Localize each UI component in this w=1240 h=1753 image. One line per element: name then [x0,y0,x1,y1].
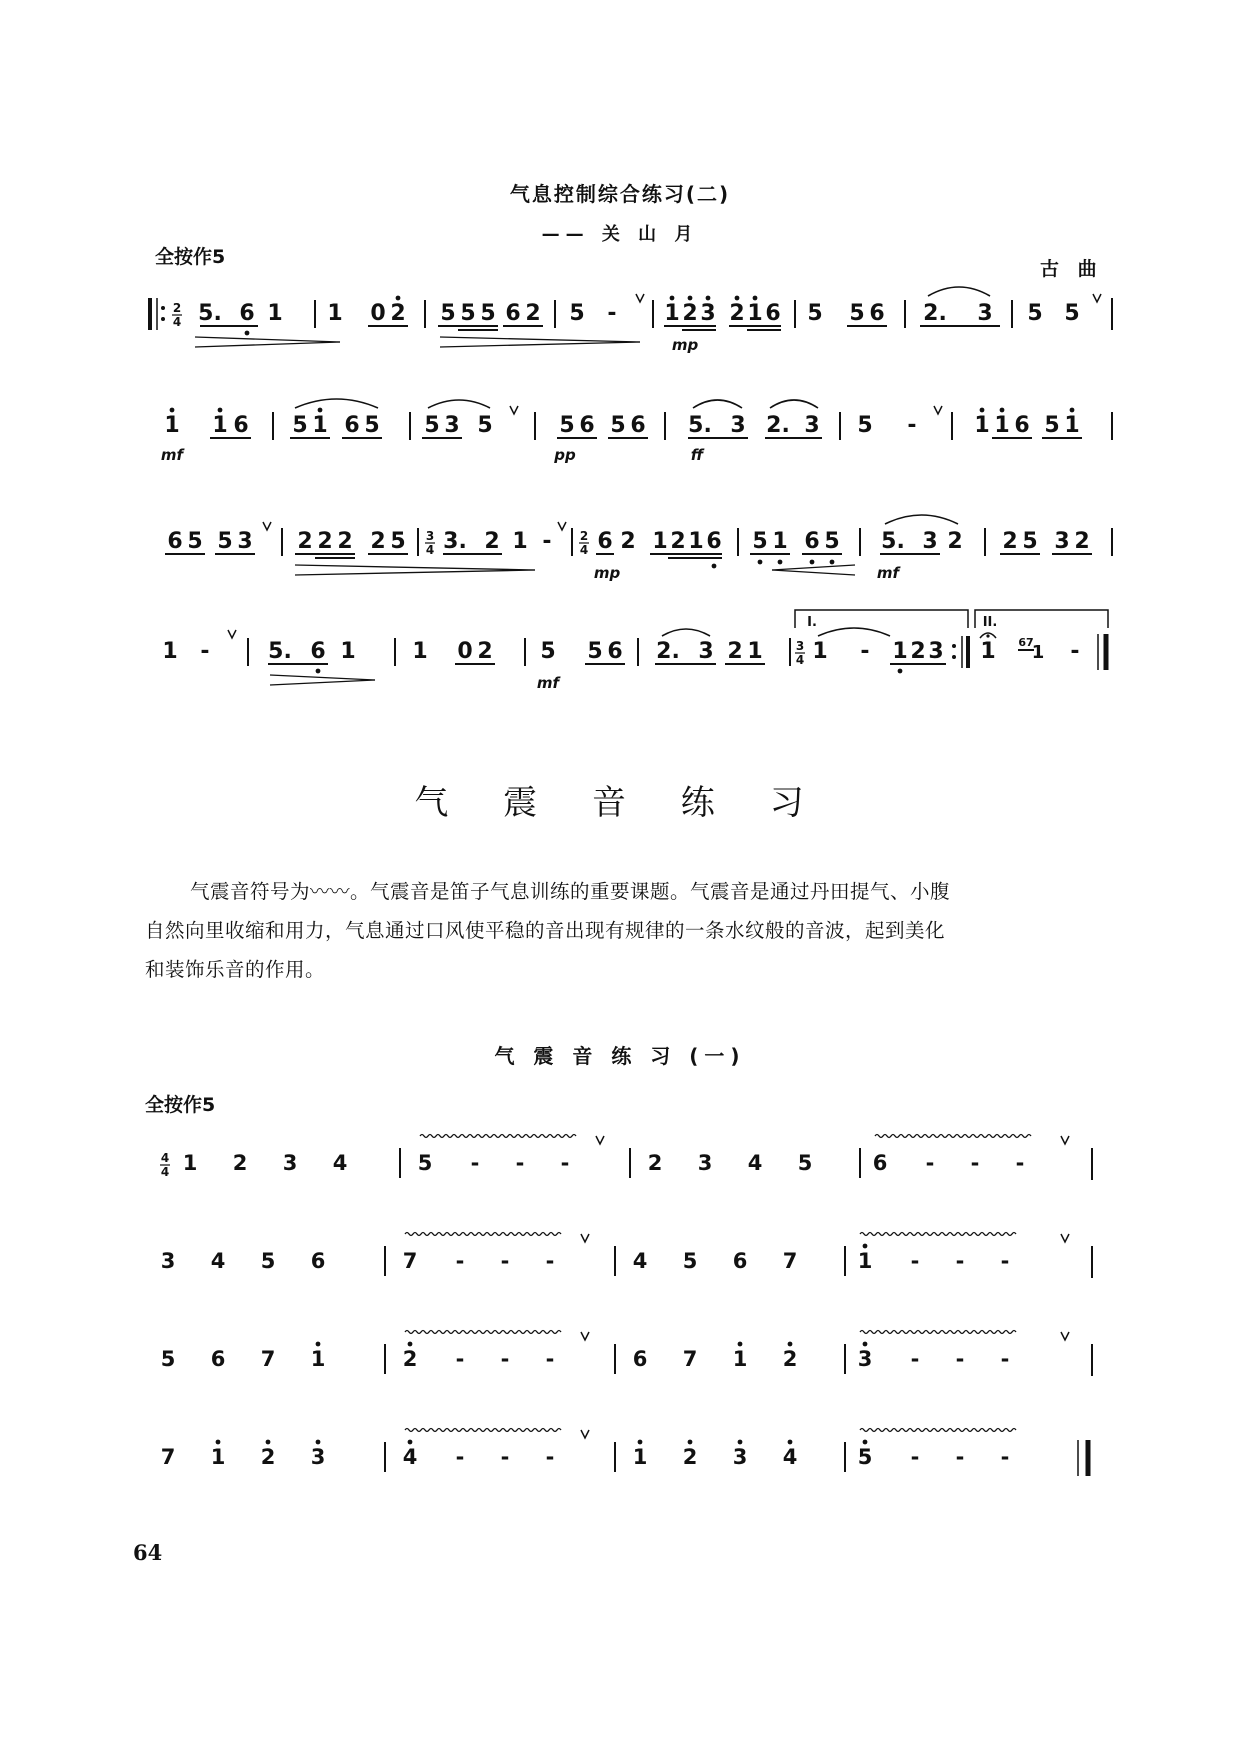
note: 7 [260,1347,276,1371]
note: 5 [569,301,585,326]
note: 6 [310,639,326,664]
note: 3 [310,1445,326,1469]
time-signature: 4 [579,543,589,557]
piece1-title: 气息控制综合练习(二) [509,182,731,206]
decrescendo [440,342,640,347]
time-signature: 4 [160,1165,170,1179]
note: - [607,301,617,326]
breath-mark [228,630,236,638]
octave-dot-low [778,560,783,565]
note: 3 [732,1445,748,1469]
paragraph-line-2: 自然向里收缩和用力，气息通过口风使平稳的音出现有规律的一条水纹般的音波，起到美化 [145,919,946,942]
note: 5 [1022,529,1038,554]
note: 2 [682,301,698,326]
octave-dot-high [266,1440,271,1445]
vibrato-wave [405,1233,561,1236]
note: 3 [237,529,253,554]
note: 1 [310,1347,326,1371]
note: 5 [187,529,203,554]
page-number: 64 [133,1540,163,1565]
note: 2 [1002,529,1018,554]
octave-dot-high [738,1440,743,1445]
note: 6 [732,1249,748,1273]
note: 6 [233,413,249,438]
note: 6 [630,413,646,438]
note: 5. [268,639,292,664]
note: - [910,1347,920,1371]
note: 2 [727,639,743,664]
note: 1 [747,639,763,664]
note: 5 [849,301,865,326]
breath-mark [581,1332,589,1340]
piece1-fingering: 全按作5 [155,246,226,268]
dynamic-mark: ff [690,446,704,464]
octave-dot-high [408,1440,413,1445]
note: 6 [607,639,623,664]
note: - [545,1445,555,1469]
breath-mark [934,406,942,414]
dynamic-mark: pp [554,446,576,464]
note: 1 [747,301,763,326]
octave-dot-high [753,296,758,301]
note: - [515,1151,525,1175]
note: - [455,1445,465,1469]
note: 1 [327,301,343,326]
piece1-origin: 古 曲 [1040,258,1103,280]
note: - [545,1249,555,1273]
note: 2 [947,529,963,554]
note: 5 [540,639,556,664]
time-signature: 3 [795,639,805,653]
note: 7 [160,1445,176,1469]
breath-mark [510,406,518,414]
note: 1 [994,413,1010,438]
note: 3 [700,301,716,326]
note: 6 [804,529,820,554]
vibrato-wave [860,1429,1016,1432]
note: 3 [160,1249,176,1273]
note: 1 [512,529,528,554]
note: - [545,1347,555,1371]
note: 2. [923,301,947,326]
note: 6 [632,1347,648,1371]
volta-label-2: II. [982,615,998,630]
note: 3 [698,639,714,664]
slur [295,399,378,408]
decrescendo [195,337,340,342]
note: 2. [656,639,680,664]
note: 1 [732,1347,748,1371]
note: 5 [417,1151,433,1175]
breath-mark [558,522,566,530]
note: 6 [706,529,722,554]
note: 2 [337,529,353,554]
decrescendo [295,570,535,575]
breath-mark [1093,294,1101,302]
dynamic-mark: mp [593,564,621,582]
note: 6 [872,1151,888,1175]
time-signature: 2 [579,529,589,543]
octave-dot-high [1070,408,1075,413]
note: 2 [729,301,745,326]
octave-dot-low [758,560,763,565]
slur [693,400,742,408]
slur [770,400,818,408]
note: 5 [824,529,840,554]
note: 2 [647,1151,663,1175]
decrescendo [440,337,640,342]
note: 1 [980,639,996,664]
note: 5 [440,301,456,326]
note: 2 [477,639,493,664]
note: 1 [1031,642,1045,663]
note: 2 [682,1445,698,1469]
note: 3. [443,529,467,554]
paragraph-line-3: 和装饰乐音的作用。 [145,958,326,981]
note: 1 [652,529,668,554]
octave-dot-high [318,408,323,413]
note: 5. [881,529,905,554]
note: 2 [525,301,541,326]
note: 6 [579,413,595,438]
note: 5. [688,413,712,438]
time-signature: 3 [425,529,435,543]
octave-dot-high [735,296,740,301]
note: 5 [260,1249,276,1273]
slur [928,287,990,296]
repeat-dot [161,306,165,310]
time-signature: 2 [172,301,182,315]
octave-dot-high [316,1440,321,1445]
note: 2 [370,529,386,554]
paragraph-line-1: 气震音符号为〰〰。气震音是笛子气息训练的重要课题。气震音是通过丹田提气、小腹 [190,880,951,903]
volta-bracket-1 [795,610,968,628]
decrescendo [295,565,535,570]
note: 1 [688,529,704,554]
note: 4 [782,1445,798,1469]
note: 5 [460,301,476,326]
slur [428,400,490,408]
note: - [910,1445,920,1469]
vibrato-wave [420,1135,576,1138]
octave-dot-high [706,296,711,301]
note: 5 [857,413,873,438]
note: 5 [1064,301,1080,326]
time-signature: 4 [425,543,435,557]
note: 5 [364,413,380,438]
repeat-dot [952,655,956,659]
note: - [455,1249,465,1273]
breath-mark [596,1136,604,1144]
octave-dot-high [396,296,401,301]
time-signature: 4 [172,315,182,329]
note: 1 [1064,413,1080,438]
breath-mark [636,294,644,302]
note: - [907,413,917,438]
note: 3 [922,529,938,554]
note: 6 [344,413,360,438]
vibrato-wave [875,1135,1031,1138]
note: 3 [1054,529,1070,554]
note: 4 [402,1445,418,1469]
note: - [542,529,552,554]
octave-dot-high [863,1244,868,1249]
breath-mark [581,1234,589,1242]
note: 1 [857,1249,873,1273]
note: 4 [747,1151,763,1175]
crescendo [772,565,855,570]
note: - [560,1151,570,1175]
piece2-title: 气 震 音 练 习 (一) [494,1044,746,1068]
octave-dot-low [830,560,835,565]
repeat-dot [952,644,956,648]
vibrato-wave [405,1331,561,1334]
octave-dot-high [1000,408,1005,413]
note: 2. [766,413,790,438]
note: 1 [312,413,328,438]
octave-dot-high [688,296,693,301]
time-signature: 4 [160,1151,170,1165]
decrescendo [270,680,375,685]
note: - [500,1445,510,1469]
note: 1 [892,639,908,664]
note: 3 [977,301,993,326]
note: 5 [1027,301,1043,326]
note: 2 [782,1347,798,1371]
octave-dot-high [863,1440,868,1445]
note: 5 [587,639,603,664]
vibrato-wave [405,1429,561,1432]
crescendo [772,570,855,575]
note: 6 [239,301,255,326]
note: 1 [182,1151,198,1175]
grace-notes: 67 [1018,636,1034,649]
note: - [1000,1445,1010,1469]
octave-dot-high [170,408,175,413]
note: 6 [505,301,521,326]
breath-mark [263,522,271,530]
note: 1 [340,639,356,664]
note: 7 [402,1249,418,1273]
note: 4 [632,1249,648,1273]
note: 2 [297,529,313,554]
note: - [500,1347,510,1371]
note: 3 [444,413,460,438]
section-paragraph [145,872,1135,989]
decrescendo [270,675,375,680]
octave-dot-low [810,560,815,565]
note: 5 [217,529,233,554]
breath-mark [1061,1332,1069,1340]
note: 2 [1074,529,1090,554]
note: 3 [857,1347,873,1371]
dynamic-mark: mf [536,674,560,692]
vibrato-wave [860,1233,1016,1236]
note: 5 [807,301,823,326]
octave-dot-high [638,1440,643,1445]
slur [818,628,890,636]
octave-dot-high [788,1342,793,1347]
note: 1 [164,413,180,438]
note: 1 [812,639,828,664]
note: - [470,1151,480,1175]
breath-mark [1061,1234,1069,1242]
time-signature: 4 [795,653,805,667]
slur [662,629,710,636]
note: 1 [974,413,990,438]
note: 7 [682,1347,698,1371]
note: 6 [597,529,613,554]
note: 6 [765,301,781,326]
decrescendo [195,342,340,347]
note: 1 [162,639,178,664]
note: 0 [457,639,473,664]
note: 1 [772,529,788,554]
note: 3 [804,413,820,438]
octave-dot-high [216,1440,221,1445]
note: 0 [370,301,386,326]
note: - [955,1445,965,1469]
note: 1 [412,639,428,664]
note: - [1070,639,1080,664]
note: 5 [292,413,308,438]
piece2-fingering: 全按作5 [145,1094,216,1116]
dynamic-mark: mp [671,336,699,354]
octave-dot-low [712,564,717,569]
octave-dot-low [316,669,321,674]
note: - [455,1347,465,1371]
note: 6 [869,301,885,326]
note: - [500,1249,510,1273]
note: 2 [390,301,406,326]
note: - [910,1249,920,1273]
note: 5. [198,301,222,326]
octave-dot-high [738,1342,743,1347]
fermata-dot [986,634,989,637]
note: - [200,639,210,664]
note: 2 [260,1445,276,1469]
note: - [925,1151,935,1175]
score-1 [0,280,1240,710]
note: 5 [682,1249,698,1273]
repeat-dot [161,317,165,321]
breath-mark [581,1430,589,1438]
dynamic-mark: mf [876,564,900,582]
breath-mark [1061,1136,1069,1144]
note: 1 [212,413,228,438]
note: 5 [610,413,626,438]
note: - [1015,1151,1025,1175]
note: 5 [559,413,575,438]
score-2 [0,1120,1240,1540]
note: 5 [477,413,493,438]
note: 3 [282,1151,298,1175]
note: - [860,639,870,664]
dynamic-mark: mf [160,446,184,464]
note: 2 [910,639,926,664]
octave-dot-high [316,1342,321,1347]
octave-dot-high [863,1342,868,1347]
note: 4 [332,1151,348,1175]
note: 6 [310,1249,326,1273]
note: 4 [210,1249,226,1273]
note: - [955,1249,965,1273]
note: 2 [402,1347,418,1371]
note: 5 [1044,413,1060,438]
note: 6 [1014,413,1030,438]
section-title: 气 震 音 练 习 [414,783,826,823]
note: 1 [632,1445,648,1469]
note: 5 [752,529,768,554]
note: - [1000,1249,1010,1273]
slur [885,515,958,524]
note: 2 [232,1151,248,1175]
note: 5 [424,413,440,438]
note: 1 [210,1445,226,1469]
note: 6 [210,1347,226,1371]
note: 1 [267,301,283,326]
note: 2 [484,529,500,554]
note: 7 [782,1249,798,1273]
octave-dot-high [218,408,223,413]
note: 5 [857,1445,873,1469]
vibrato-wave [860,1331,1016,1334]
octave-dot-low [245,331,250,336]
note: 5 [797,1151,813,1175]
piece1-subtitle: —— 关 山 月 [541,224,699,245]
octave-dot-high [980,408,985,413]
note: - [1000,1347,1010,1371]
note: - [955,1347,965,1371]
note: 5 [390,529,406,554]
volta-label-1: I. [807,615,817,630]
note: 5 [480,301,496,326]
octave-dot-high [670,296,675,301]
note: 3 [697,1151,713,1175]
octave-dot-high [788,1440,793,1445]
octave-dot-high [688,1440,693,1445]
note: 2 [317,529,333,554]
note: 2 [670,529,686,554]
note: 3 [730,413,746,438]
octave-dot-high [408,1342,413,1347]
note: - [970,1151,980,1175]
note: 6 [167,529,183,554]
note: 2 [620,529,636,554]
note: 3 [928,639,944,664]
note: 1 [664,301,680,326]
octave-dot-low [898,669,903,674]
note: 5 [160,1347,176,1371]
